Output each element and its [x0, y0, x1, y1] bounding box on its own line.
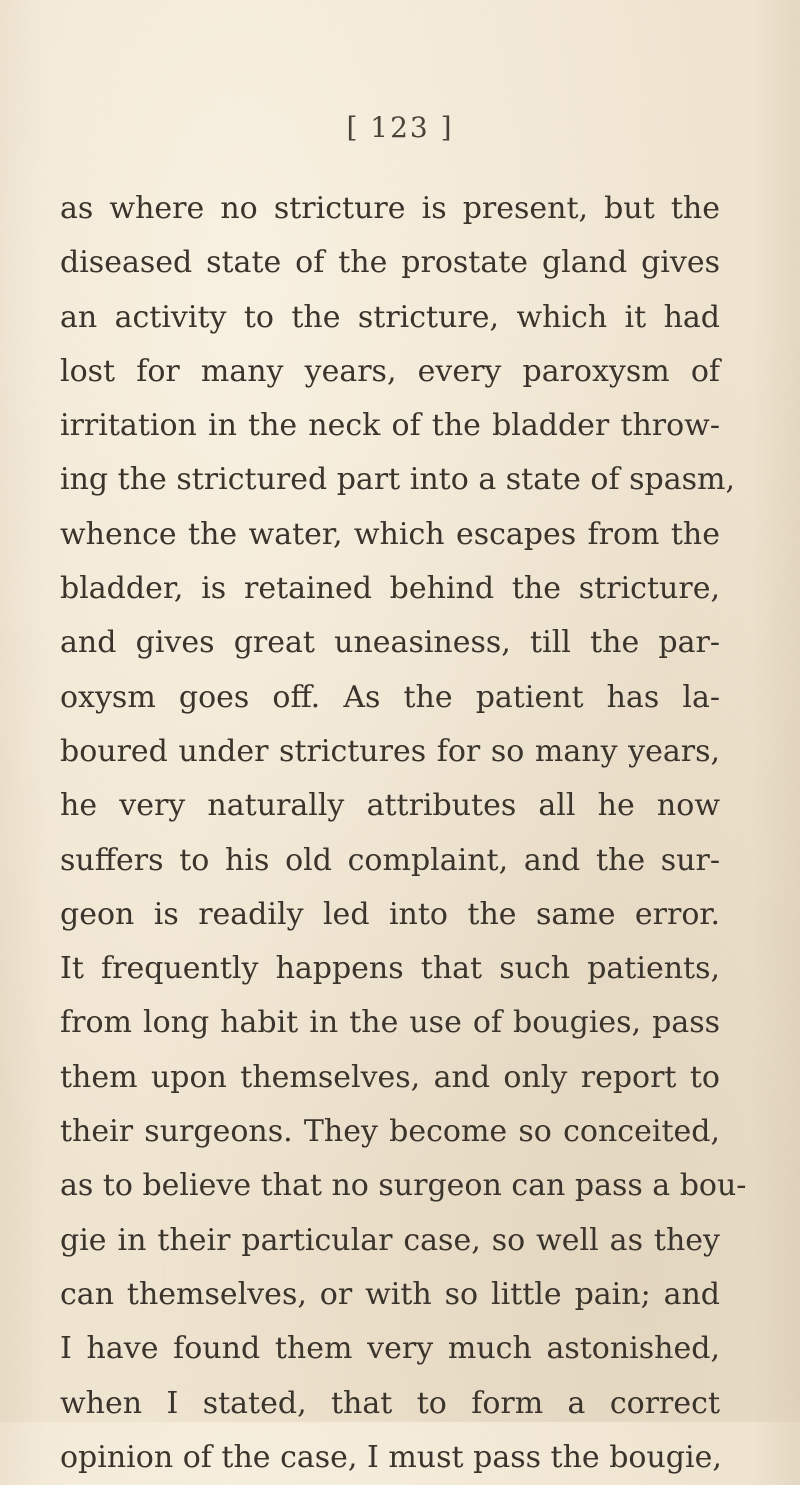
text-line: lost for many years, every paroxysm of: [60, 353, 720, 389]
page-number: [ 123 ]: [346, 111, 454, 144]
text-line: boured under strictures for so many years,: [60, 733, 720, 769]
text-line: suffers to his old complaint, and the sur-: [60, 842, 720, 878]
text-line: as where no stricture is present, but the: [60, 191, 720, 226]
text-line: their surgeons. They become so conceited,: [60, 1114, 720, 1150]
text-line: diseased state of the prostate gland gives: [60, 245, 720, 281]
text-line: can themselves, or with so little pain; and: [60, 1276, 720, 1312]
text-line: as to believe that no surgeon can pass a bou-: [60, 1168, 747, 1204]
text-line: irritation in the neck of the bladder throw-: [60, 408, 720, 444]
text-line: from long habit in the use of bougies, pass: [60, 1005, 720, 1041]
body-text: [60, 182, 747, 1485]
text-line: whence the water, which escapes from the: [60, 516, 720, 552]
text-line: opinion of the case, I must pass the bougie,: [60, 1439, 722, 1475]
text-line: ing the strictured part into a state of spasm,: [60, 462, 735, 498]
text-line: he very naturally attributes all he now: [60, 788, 720, 824]
text-line: I have found them very much astonished,: [60, 1331, 720, 1367]
text-line: geon is readily led into the same error.: [60, 896, 720, 932]
text-line: them upon themselves, and only report to: [60, 1059, 720, 1095]
text-line: gie in their particular case, so well as they: [60, 1222, 720, 1258]
text-line: an activity to the stricture, which it had: [60, 299, 720, 335]
text-line: bladder, is retained behind the stricture,: [60, 571, 720, 607]
text-line: It frequently happens that such patients,: [60, 951, 720, 987]
text-line: and gives great uneasiness, till the par-: [60, 625, 720, 661]
text-line: oxysm goes off. As the patient has la-: [60, 679, 720, 715]
text-line: when I stated, that to form a correct: [60, 1385, 720, 1421]
